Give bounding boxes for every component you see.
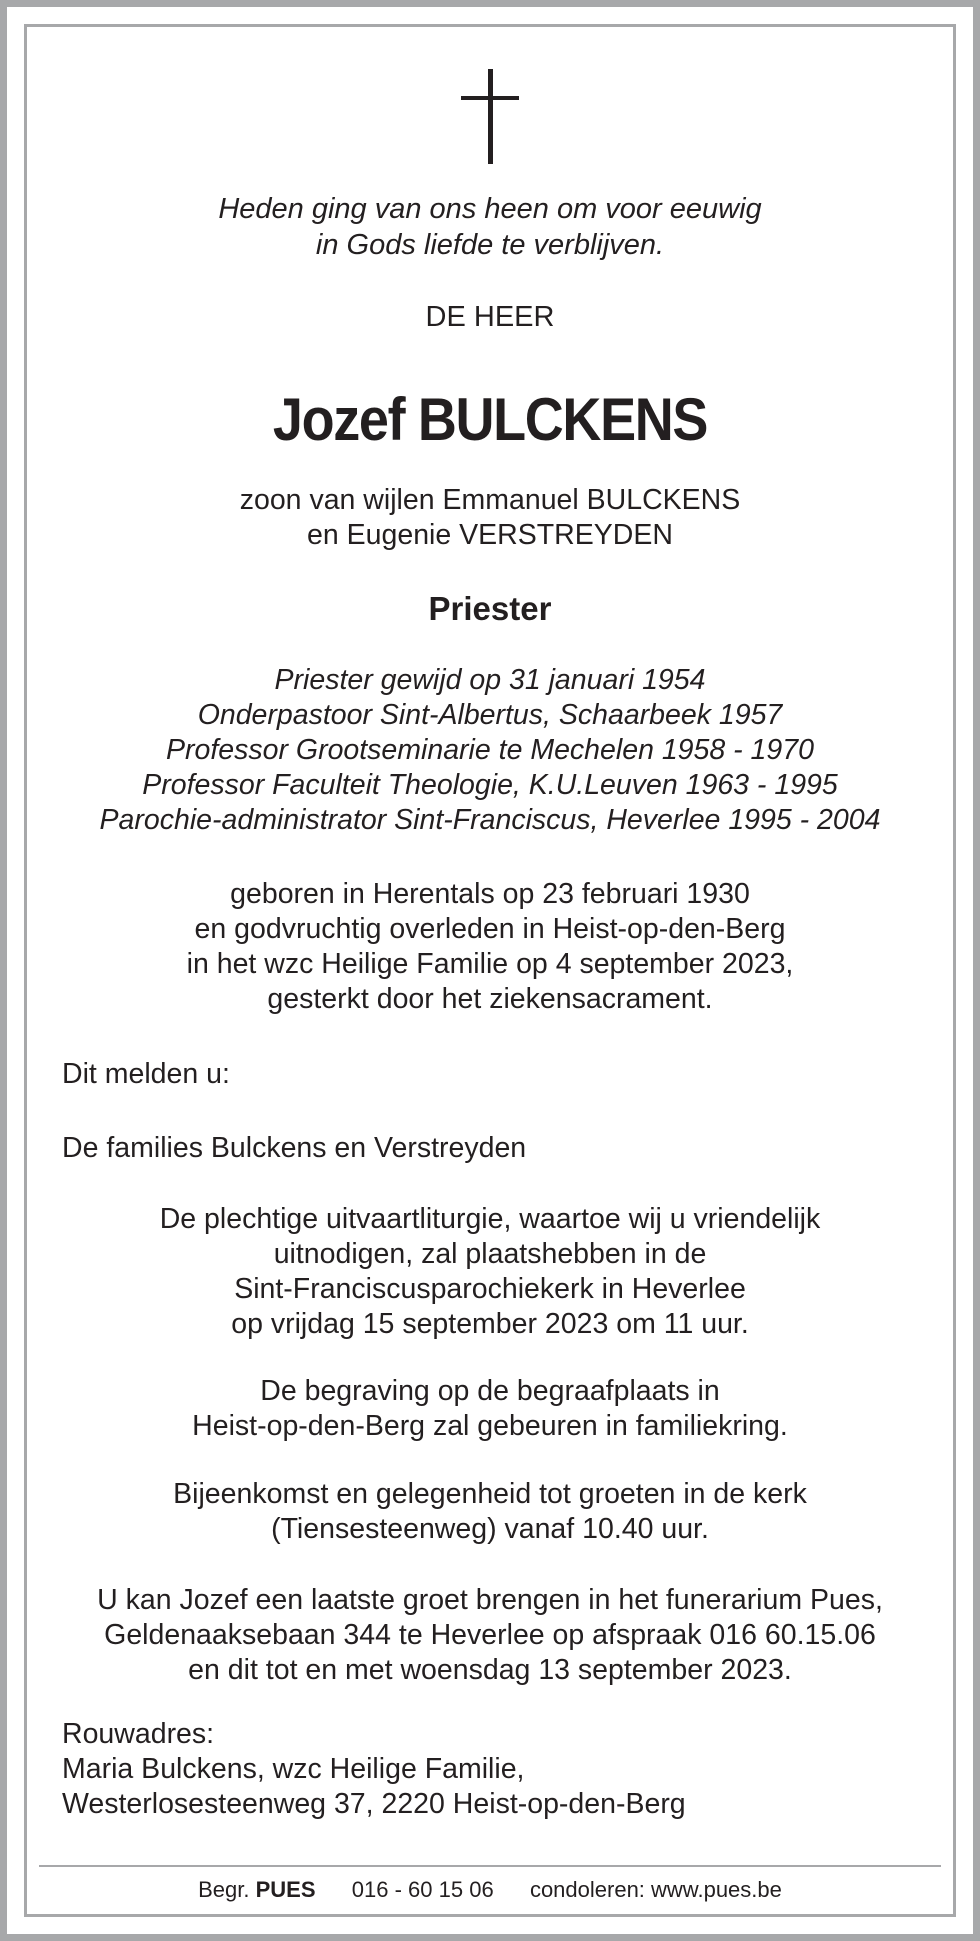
career-item: Priester gewijd op 31 januari 1954 (274, 664, 706, 696)
footer-prefix: Begr. (198, 1877, 250, 1902)
life-text: geboren in Herentals op 23 februari 1930 en godvruchtig overleden in Heist-op-den-Berg in het wzc Heilige Familie op 4 september 2023, gesterkt door het ziekensacrament. (186, 878, 794, 1015)
footer-divider (39, 1865, 941, 1867)
funeral-text: De plechtige uitvaartliturgie, waartoe wij u vriendelijk uitnodigen, zal plaatshebben in de Sint-Franciscusparochiekerk in Heverlee op vrijdag 15 september 2023 om 11 uur. (159, 1203, 821, 1340)
career-list (27, 663, 953, 838)
honorific: DE HEER (425, 301, 555, 333)
career-item: Professor Grootseminarie te Mechelen 1958 - 1970 (166, 734, 814, 766)
notice-border (24, 24, 956, 1917)
farewell-text: U kan Jozef een laatste groet brengen in het funerarium Pues, Geldenaaksebaan 344 te Heverlee op afspraak 016 60.15.06 en dit tot en met woensdag 13 september 2023. (97, 1584, 883, 1686)
footer-phone: 016 - 60 15 06 (351, 1877, 494, 1902)
intro-text: Heden ging van ons heen om voor eeuwig in Gods liefde te verblijven. (218, 193, 762, 261)
career-item: Professor Faculteit Theologie, K.U.Leuven 1963 - 1995 (142, 769, 838, 801)
career-item: Onderpastoor Sint-Albertus, Schaarbeek 1957 (197, 699, 783, 731)
families-text: De families Bulckens en Verstreyden (62, 1132, 527, 1164)
role-title: Priester (428, 590, 552, 627)
notice-frame (7, 7, 973, 1934)
gathering-text: Bijeenkomst en gelegenheid tot groeten in de kerk (Tiensesteenweg) vanaf 10.40 uur. (173, 1478, 807, 1545)
mourning-address: Rouwadres: Maria Bulckens, wzc Heilige Familie, Westerlosesteenweg 37, 2220 Heist-op-den-Berg (62, 1718, 686, 1820)
footer-company: PUES (255, 1877, 316, 1902)
deceased-name-wrap (27, 385, 953, 454)
footer-condolence-link[interactable]: condoleren: www.pues.be (529, 1877, 782, 1902)
parents-text: zoon van wijlen Emmanuel BULCKENS en Eugenie VERSTREYDEN (239, 484, 741, 551)
deceased-name: Jozef BULCKENS (272, 386, 708, 453)
cross-icon (460, 69, 520, 169)
career-item: Parochie-administrator Sint-Franciscus, Heverlee 1995 - 2004 (99, 804, 881, 836)
burial-text: De begraving op de begraafplaats in Heist-op-den-Berg zal gebeuren in familiekring. (192, 1375, 788, 1442)
announce-text: Dit melden u: (62, 1058, 230, 1090)
footer (27, 1875, 953, 1905)
